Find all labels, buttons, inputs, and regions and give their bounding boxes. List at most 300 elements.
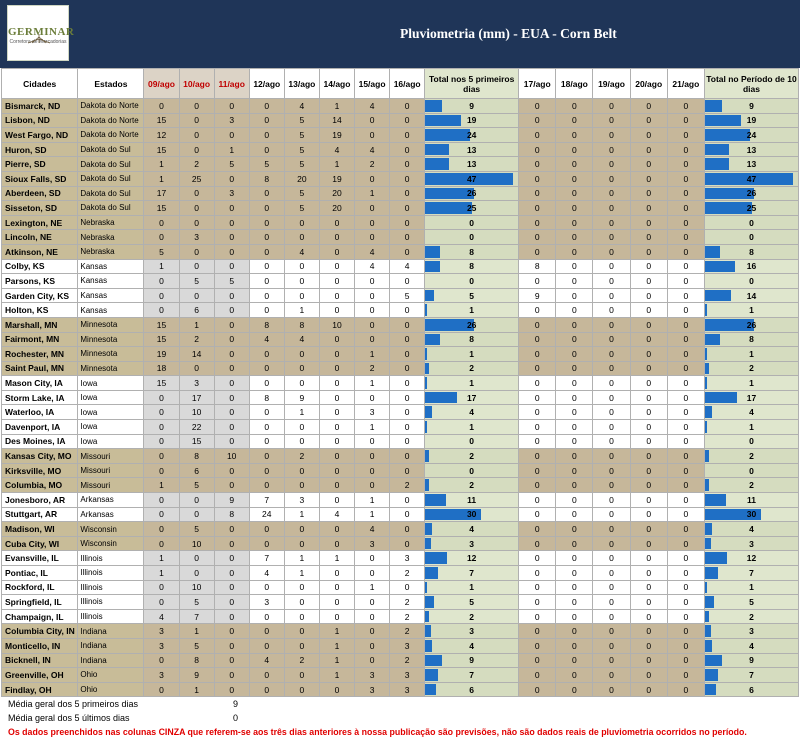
day-value-cell: 5 <box>179 522 214 537</box>
total-5-cell <box>425 201 519 216</box>
day-value-cell: 0 <box>630 493 667 508</box>
rain-data-bar <box>425 421 427 433</box>
day-value-cell: 0 <box>556 259 593 274</box>
day-value-cell: 4 <box>319 507 354 522</box>
state-cell: Kansas <box>78 303 144 318</box>
day-value-cell: 1 <box>179 317 214 332</box>
day-value-cell: 0 <box>630 668 667 683</box>
state-cell: Dakota do Sul <box>78 142 144 157</box>
table-row <box>2 638 799 653</box>
day-value-cell: 0 <box>390 434 425 449</box>
day-value-cell: 1 <box>284 551 319 566</box>
day-value-cell: 1 <box>319 638 354 653</box>
table-row <box>2 566 799 581</box>
total-5-cell <box>425 653 519 668</box>
day-value-cell: 4 <box>249 653 284 668</box>
rain-data-bar <box>705 115 741 127</box>
day-value-cell: 0 <box>144 390 179 405</box>
total-value: 0 <box>749 232 754 243</box>
total-5-cell <box>425 682 519 697</box>
city-cell: Greenville, OH <box>2 668 78 683</box>
day-value-cell: 0 <box>214 361 249 376</box>
total-value: 13 <box>466 159 477 170</box>
day-value-cell: 22 <box>179 420 214 435</box>
total-5-cell <box>425 493 519 508</box>
day-value-cell: 0 <box>593 536 630 551</box>
day-value-cell: 0 <box>355 624 390 639</box>
day-value-cell: 0 <box>556 493 593 508</box>
rain-data-bar <box>425 261 440 273</box>
day-value-cell: 1 <box>319 157 354 172</box>
day-value-cell: 0 <box>630 244 667 259</box>
day-value-cell: 0 <box>390 274 425 289</box>
day-value-cell: 0 <box>390 507 425 522</box>
day-value-cell: 0 <box>593 638 630 653</box>
state-cell: Ohio <box>78 682 144 697</box>
day-value-cell: 1 <box>144 478 179 493</box>
day-value-cell: 0 <box>630 215 667 230</box>
total-10-cell <box>704 128 798 143</box>
day-value-cell: 0 <box>144 99 179 114</box>
total-5-cell <box>425 317 519 332</box>
total-5-cell <box>425 478 519 493</box>
day-value-cell: 0 <box>249 215 284 230</box>
table-row <box>2 420 799 435</box>
total-5-cell <box>425 361 519 376</box>
day-value-cell: 3 <box>390 551 425 566</box>
total-5-cell <box>425 463 519 478</box>
day-value-cell: 5 <box>284 113 319 128</box>
state-cell: Illinois <box>78 551 144 566</box>
total-value: 47 <box>466 173 477 184</box>
day-value-cell: 0 <box>390 405 425 420</box>
table-row <box>2 230 799 245</box>
day-value-cell: 10 <box>179 580 214 595</box>
state-cell: Illinois <box>78 609 144 624</box>
city-cell: Colby, KS <box>2 259 78 274</box>
day-value-cell: 1 <box>355 186 390 201</box>
day-value-cell: 0 <box>144 507 179 522</box>
day-value-cell: 0 <box>214 522 249 537</box>
total-10-cell <box>704 171 798 186</box>
day-value-cell: 0 <box>593 303 630 318</box>
day-value-cell: 0 <box>556 113 593 128</box>
city-cell: Marshall, MN <box>2 317 78 332</box>
day-value-cell: 0 <box>593 566 630 581</box>
day-value-cell: 0 <box>630 99 667 114</box>
total-10-cell <box>704 566 798 581</box>
city-cell: Mason City, IA <box>2 376 78 391</box>
col-header-total-5: Total nos 5 primeiros dias <box>425 69 519 99</box>
day-value-cell: 0 <box>667 332 704 347</box>
city-cell: Bicknell, IN <box>2 653 78 668</box>
day-value-cell: 8 <box>284 317 319 332</box>
table-row <box>2 171 799 186</box>
day-value-cell: 0 <box>390 390 425 405</box>
day-value-cell: 2 <box>179 157 214 172</box>
day-value-cell: 17 <box>179 390 214 405</box>
day-value-cell: 0 <box>519 463 556 478</box>
total-value: 26 <box>746 319 757 330</box>
day-value-cell: 0 <box>355 303 390 318</box>
day-value-cell: 0 <box>355 288 390 303</box>
day-value-cell: 0 <box>284 434 319 449</box>
day-value-cell: 0 <box>667 638 704 653</box>
day-value-cell: 0 <box>284 361 319 376</box>
table-row <box>2 493 799 508</box>
day-value-cell: 0 <box>630 463 667 478</box>
day-value-cell: 0 <box>519 595 556 610</box>
day-value-cell: 15 <box>144 142 179 157</box>
total-10-cell <box>704 609 798 624</box>
day-value-cell: 0 <box>249 274 284 289</box>
rain-data-bar <box>705 290 731 302</box>
total-value: 0 <box>749 275 754 286</box>
day-value-cell: 0 <box>630 522 667 537</box>
total-value: 2 <box>469 480 475 491</box>
day-value-cell: 0 <box>556 142 593 157</box>
total-value: 5 <box>469 290 475 301</box>
day-value-cell: 5 <box>214 274 249 289</box>
day-value-cell: 4 <box>355 142 390 157</box>
total-5-cell <box>425 449 519 464</box>
state-cell: Ohio <box>78 668 144 683</box>
day-value-cell: 24 <box>249 507 284 522</box>
day-value-cell: 0 <box>144 653 179 668</box>
state-cell: Arkansas <box>78 507 144 522</box>
day-value-cell: 9 <box>519 288 556 303</box>
total-value: 0 <box>749 436 754 447</box>
page-title: Pluviometria (mm) - EUA - Corn Belt <box>400 26 617 41</box>
total-value: 1 <box>469 421 475 432</box>
total-value: 1 <box>469 348 475 359</box>
day-value-cell: 0 <box>593 244 630 259</box>
city-cell: Pierre, SD <box>2 157 78 172</box>
city-cell: Sisseton, SD <box>2 201 78 216</box>
state-cell: Illinois <box>78 580 144 595</box>
footer-notes <box>8 697 798 739</box>
col-header-day: 12/ago <box>249 69 284 99</box>
day-value-cell: 0 <box>284 478 319 493</box>
rain-data-bar <box>425 246 440 258</box>
day-value-cell: 5 <box>179 595 214 610</box>
day-value-cell: 0 <box>214 376 249 391</box>
total-value: 2 <box>469 451 475 462</box>
day-value-cell: 0 <box>214 536 249 551</box>
day-value-cell: 0 <box>519 493 556 508</box>
day-value-cell: 0 <box>556 478 593 493</box>
col-header-state: Estados <box>78 69 144 99</box>
rain-data-bar <box>705 363 709 375</box>
table-row <box>2 390 799 405</box>
rain-data-bar <box>705 392 737 404</box>
state-cell: Dakota do Sul <box>78 201 144 216</box>
total-10-cell <box>704 551 798 566</box>
day-value-cell: 0 <box>519 215 556 230</box>
day-value-cell: 7 <box>249 551 284 566</box>
total-value: 1 <box>469 378 475 389</box>
day-value-cell: 0 <box>355 332 390 347</box>
day-value-cell: 0 <box>667 463 704 478</box>
day-value-cell: 4 <box>144 609 179 624</box>
day-value-cell: 3 <box>214 113 249 128</box>
total-5-cell <box>425 347 519 362</box>
table-row <box>2 186 799 201</box>
day-value-cell: 0 <box>319 580 354 595</box>
day-value-cell: 0 <box>593 347 630 362</box>
day-value-cell: 0 <box>214 288 249 303</box>
total-10-cell <box>704 317 798 332</box>
day-value-cell: 0 <box>593 420 630 435</box>
total-5-cell <box>425 580 519 595</box>
col-header-day: 19/ago <box>593 69 630 99</box>
day-value-cell: 0 <box>556 99 593 114</box>
total-value: 8 <box>749 334 754 345</box>
day-value-cell: 0 <box>630 449 667 464</box>
day-value-cell: 0 <box>214 317 249 332</box>
day-value-cell: 1 <box>214 142 249 157</box>
day-value-cell: 1 <box>179 624 214 639</box>
day-value-cell: 0 <box>214 624 249 639</box>
total-value: 7 <box>749 669 754 680</box>
total-10-cell <box>704 507 798 522</box>
day-value-cell: 0 <box>390 99 425 114</box>
day-value-cell: 0 <box>144 536 179 551</box>
day-value-cell: 15 <box>179 434 214 449</box>
day-value-cell: 0 <box>630 376 667 391</box>
day-value-cell: 0 <box>519 682 556 697</box>
day-value-cell: 0 <box>319 420 354 435</box>
day-value-cell: 0 <box>630 230 667 245</box>
rain-data-bar <box>705 100 722 112</box>
state-cell: Wisconsin <box>78 522 144 537</box>
logo-subtitle: Corretora de Mercadorias <box>9 39 67 45</box>
day-value-cell: 0 <box>249 361 284 376</box>
total-10-cell <box>704 215 798 230</box>
day-value-cell: 0 <box>179 259 214 274</box>
total-value: 24 <box>466 129 477 140</box>
total-value: 3 <box>469 626 475 637</box>
total-value: 25 <box>466 202 477 213</box>
day-value-cell: 25 <box>179 171 214 186</box>
total-value: 47 <box>746 173 757 184</box>
day-value-cell: 0 <box>284 580 319 595</box>
day-value-cell: 0 <box>355 215 390 230</box>
state-cell: Minnesota <box>78 317 144 332</box>
day-value-cell: 0 <box>556 171 593 186</box>
table-row <box>2 449 799 464</box>
day-value-cell: 6 <box>179 463 214 478</box>
day-value-cell: 4 <box>284 244 319 259</box>
day-value-cell: 0 <box>249 303 284 318</box>
avg-first-value: 9 <box>233 699 239 709</box>
day-value-cell: 0 <box>214 434 249 449</box>
state-cell: Missouri <box>78 463 144 478</box>
city-cell: Atkinson, NE <box>2 244 78 259</box>
day-value-cell: 0 <box>593 507 630 522</box>
day-value-cell: 9 <box>284 390 319 405</box>
day-value-cell: 4 <box>390 259 425 274</box>
day-value-cell: 0 <box>144 580 179 595</box>
city-cell: Waterloo, IA <box>2 405 78 420</box>
avg-last-row <box>8 711 798 725</box>
day-value-cell: 0 <box>556 288 593 303</box>
day-value-cell: 0 <box>630 566 667 581</box>
total-value: 4 <box>749 640 754 651</box>
total-value: 13 <box>746 159 757 170</box>
day-value-cell: 0 <box>556 507 593 522</box>
total-10-cell <box>704 347 798 362</box>
day-value-cell: 0 <box>284 595 319 610</box>
day-value-cell: 0 <box>667 609 704 624</box>
table-row <box>2 99 799 114</box>
table-row <box>2 259 799 274</box>
day-value-cell: 0 <box>319 566 354 581</box>
day-value-cell: 2 <box>390 478 425 493</box>
rain-data-bar <box>705 202 752 214</box>
day-value-cell: 0 <box>556 668 593 683</box>
day-value-cell: 5 <box>284 142 319 157</box>
day-value-cell: 0 <box>667 142 704 157</box>
city-cell: Champaign, IL <box>2 609 78 624</box>
day-value-cell: 0 <box>144 434 179 449</box>
day-value-cell: 4 <box>319 142 354 157</box>
table-row <box>2 157 799 172</box>
total-value: 1 <box>749 348 754 359</box>
day-value-cell: 0 <box>630 142 667 157</box>
state-cell: Nebraska <box>78 244 144 259</box>
total-5-cell <box>425 332 519 347</box>
table-row <box>2 405 799 420</box>
state-cell: Wisconsin <box>78 536 144 551</box>
day-value-cell: 0 <box>630 259 667 274</box>
day-value-cell: 0 <box>519 478 556 493</box>
rain-data-bar <box>705 655 722 667</box>
total-value: 0 <box>469 232 475 243</box>
day-value-cell: 0 <box>355 128 390 143</box>
day-value-cell: 0 <box>667 536 704 551</box>
total-value: 0 <box>469 275 475 286</box>
day-value-cell: 0 <box>249 420 284 435</box>
total-5-cell <box>425 536 519 551</box>
day-value-cell: 0 <box>284 376 319 391</box>
total-value: 8 <box>749 246 754 257</box>
total-value: 0 <box>469 217 475 228</box>
day-value-cell: 0 <box>556 536 593 551</box>
day-value-cell: 0 <box>319 522 354 537</box>
day-value-cell: 0 <box>556 128 593 143</box>
day-value-cell: 0 <box>630 434 667 449</box>
day-value-cell: 0 <box>390 493 425 508</box>
day-value-cell: 3 <box>390 638 425 653</box>
total-10-cell <box>704 201 798 216</box>
day-value-cell: 3 <box>355 536 390 551</box>
day-value-cell: 0 <box>593 478 630 493</box>
total-value: 16 <box>746 261 757 272</box>
total-value: 26 <box>466 188 477 199</box>
total-value: 26 <box>746 188 757 199</box>
state-cell: Dakota do Sul <box>78 157 144 172</box>
rain-data-bar <box>705 640 712 652</box>
total-value: 7 <box>469 669 475 680</box>
day-value-cell: 4 <box>249 566 284 581</box>
header-banner <box>0 0 800 68</box>
total-5-cell <box>425 668 519 683</box>
total-value: 13 <box>466 144 477 155</box>
day-value-cell: 0 <box>284 536 319 551</box>
day-value-cell: 0 <box>519 376 556 391</box>
day-value-cell: 0 <box>593 624 630 639</box>
day-value-cell: 0 <box>519 405 556 420</box>
state-cell: Minnesota <box>78 347 144 362</box>
day-value-cell: 0 <box>284 463 319 478</box>
day-value-cell: 0 <box>355 434 390 449</box>
day-value-cell: 0 <box>630 303 667 318</box>
day-value-cell: 5 <box>144 244 179 259</box>
rain-data-bar <box>425 494 446 506</box>
day-value-cell: 0 <box>630 274 667 289</box>
rain-data-bar <box>425 552 447 564</box>
day-value-cell: 0 <box>144 449 179 464</box>
day-value-cell: 0 <box>519 99 556 114</box>
day-value-cell: 0 <box>556 157 593 172</box>
day-value-cell: 0 <box>390 580 425 595</box>
day-value-cell: 15 <box>144 376 179 391</box>
table-row <box>2 244 799 259</box>
table-row <box>2 463 799 478</box>
day-value-cell: 2 <box>390 566 425 581</box>
city-cell: Garden City, KS <box>2 288 78 303</box>
table-row <box>2 522 799 537</box>
day-value-cell: 14 <box>319 113 354 128</box>
day-value-cell: 0 <box>144 230 179 245</box>
rain-data-bar <box>705 684 716 696</box>
city-cell: Lisbon, ND <box>2 113 78 128</box>
state-cell: Kansas <box>78 288 144 303</box>
day-value-cell: 0 <box>214 259 249 274</box>
total-value: 4 <box>469 640 475 651</box>
table-row <box>2 376 799 391</box>
city-cell: Springfield, IL <box>2 595 78 610</box>
rain-data-bar <box>425 363 429 375</box>
total-5-cell <box>425 405 519 420</box>
table-row <box>2 682 799 697</box>
day-value-cell: 5 <box>390 288 425 303</box>
table-row <box>2 215 799 230</box>
day-value-cell: 0 <box>630 332 667 347</box>
total-value: 1 <box>749 305 754 316</box>
day-value-cell: 0 <box>667 595 704 610</box>
day-value-cell: 0 <box>667 347 704 362</box>
day-value-cell: 0 <box>355 595 390 610</box>
total-value: 0 <box>469 465 475 476</box>
day-value-cell: 0 <box>556 609 593 624</box>
total-10-cell <box>704 303 798 318</box>
day-value-cell: 0 <box>319 376 354 391</box>
total-value: 1 <box>749 378 754 389</box>
day-value-cell: 0 <box>556 682 593 697</box>
total-value: 2 <box>749 480 754 491</box>
day-value-cell: 0 <box>390 142 425 157</box>
total-value: 9 <box>749 655 754 666</box>
table-row <box>2 201 799 216</box>
day-value-cell: 19 <box>144 347 179 362</box>
day-value-cell: 0 <box>390 171 425 186</box>
day-value-cell: 0 <box>630 507 667 522</box>
col-header-day: 15/ago <box>355 69 390 99</box>
total-10-cell <box>704 522 798 537</box>
day-value-cell: 0 <box>355 201 390 216</box>
